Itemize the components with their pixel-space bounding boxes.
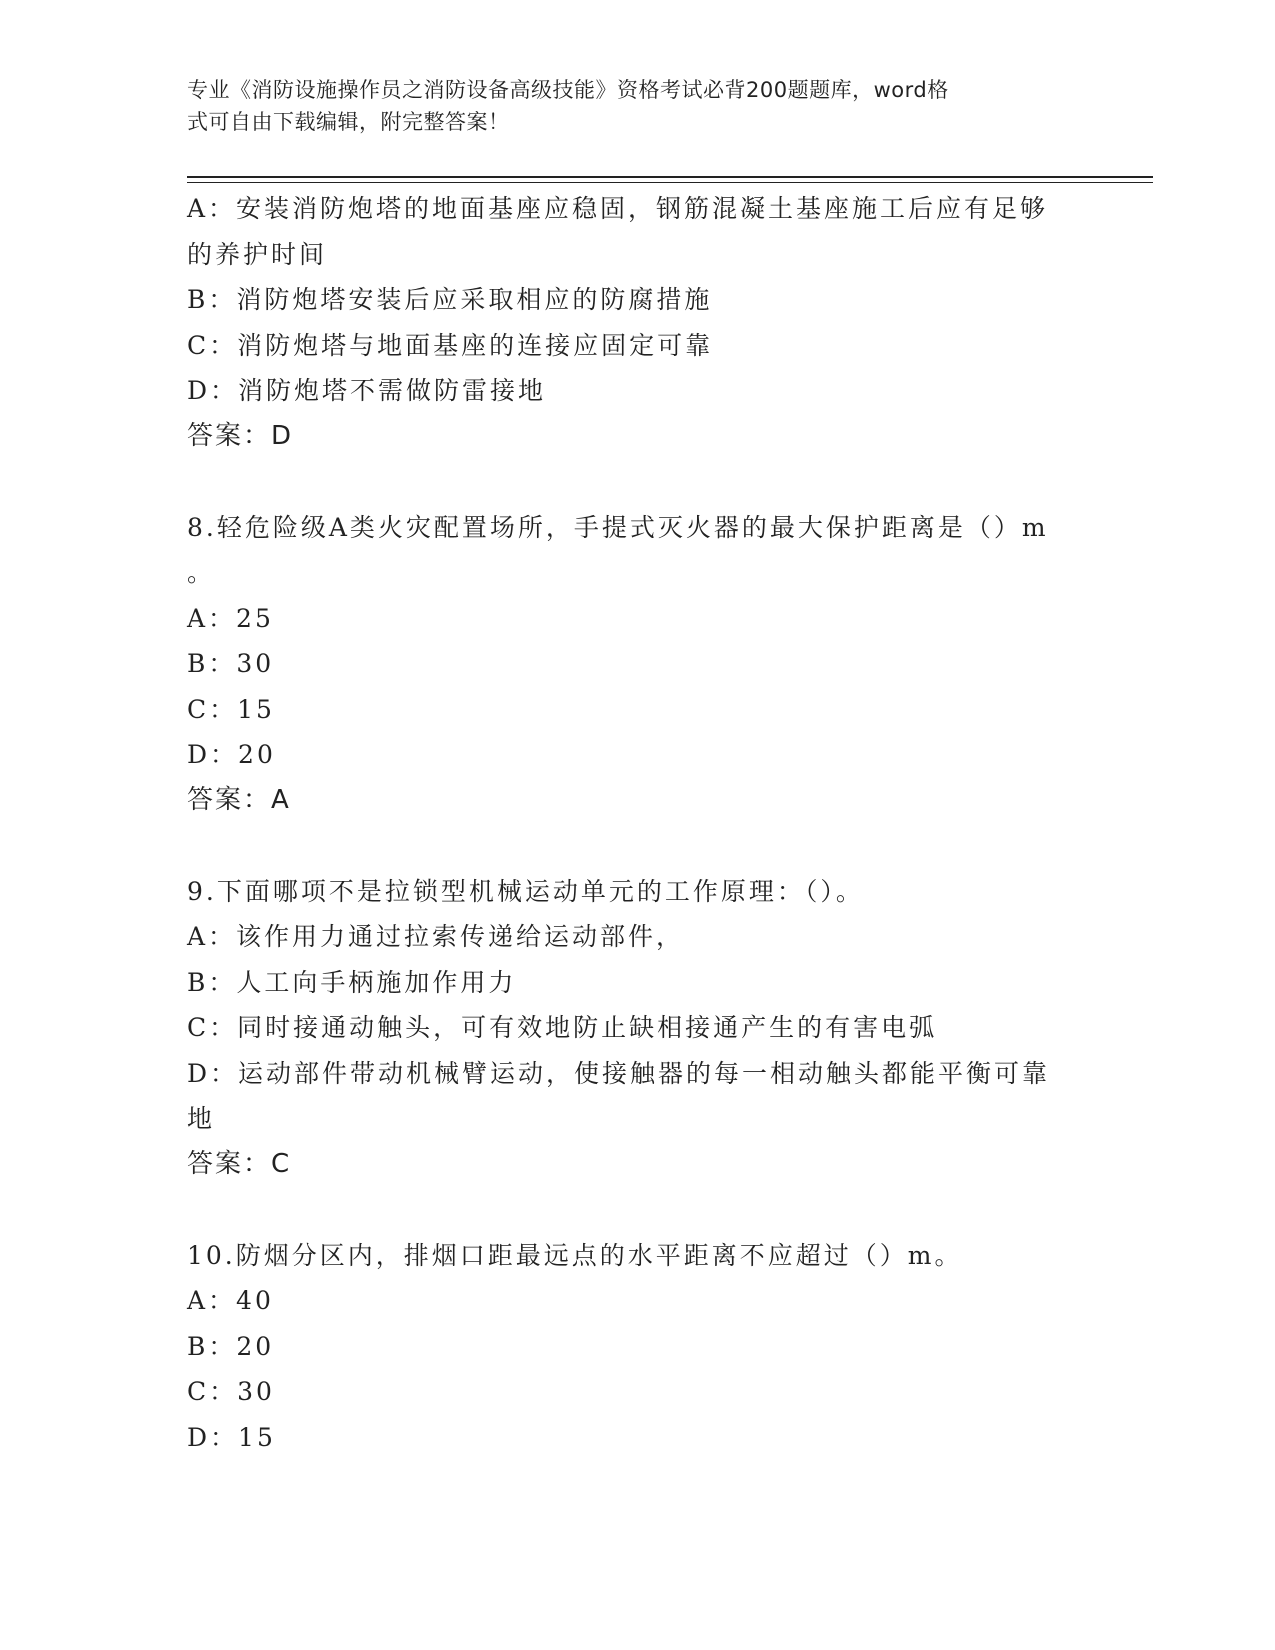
option-a-line-1: A：安装消防炮塔的地面基座应稳固，钢筋混凝土基座施工后应有足够	[187, 194, 1049, 223]
previous-question-block	[187, 186, 1077, 459]
question-10-stem: 10.防烟分区内，排烟口距最远点的水平距离不应超过（）m。	[187, 1240, 963, 1270]
question-9-block	[187, 869, 1077, 1188]
question-8-option-b: B：30	[187, 649, 275, 678]
question-8-option-a: A：25	[187, 603, 274, 633]
question-8-option-d: D：20	[187, 740, 276, 769]
option-a-line-2: 的养护时间	[187, 239, 328, 269]
document-header	[187, 74, 1067, 138]
question-9-answer: 答案：C	[187, 1148, 292, 1179]
question-10-option-c: C：30	[187, 1377, 275, 1406]
option-b: B：消防炮塔安装后应采取相应的防腐措施	[187, 285, 713, 314]
question-10-option-d: D：15	[187, 1422, 276, 1452]
header-line-2: 式可自由下载编辑，附完整答案！	[187, 110, 510, 134]
question-9-stem: 9.下面哪项不是拉锁型机械运动单元的工作原理：（）。	[187, 876, 864, 906]
question-9-option-b: B：人工向手柄施加作用力	[187, 967, 517, 997]
question-8-block	[187, 505, 1077, 824]
question-8-stem-line-1: 8.轻危险级A类火灾配置场所，手提式灭火器的最大保护距离是（）m	[187, 512, 1049, 542]
question-9-option-a: A：该作用力通过拉索传递给运动部件，	[187, 922, 685, 951]
header-divider-thin	[187, 182, 1153, 183]
question-9-option-c: C：同时接通动触头，可有效地防止缺相接通产生的有害电弧	[187, 1013, 938, 1042]
option-d: D：消防炮塔不需做防雷接地	[187, 376, 547, 405]
option-c: C：消防炮塔与地面基座的连接应固定可靠	[187, 330, 714, 360]
spacer	[187, 823, 1077, 869]
question-8-answer: 答案：A	[187, 784, 291, 815]
question-9-option-d-line-1: D：运动部件带动机械臂运动，使接触器的每一相动触头都能平衡可靠	[187, 1058, 1051, 1088]
spacer	[187, 459, 1077, 505]
question-10-option-a: A：40	[187, 1286, 274, 1315]
question-8-option-c: C：15	[187, 694, 275, 724]
question-9-option-d-line-2: 地	[187, 1104, 216, 1133]
question-10-option-b: B：20	[187, 1331, 275, 1361]
question-10-block	[187, 1233, 1077, 1461]
question-content	[187, 186, 1077, 1460]
question-8-stem-line-2: 。	[187, 558, 216, 587]
header-divider-thick	[187, 176, 1153, 178]
spacer	[187, 1187, 1077, 1233]
header-line-1: 专业《消防设施操作员之消防设备高级技能》资格考试必背200题题库，word格	[187, 78, 949, 102]
answer-line: 答案：D	[187, 420, 294, 451]
